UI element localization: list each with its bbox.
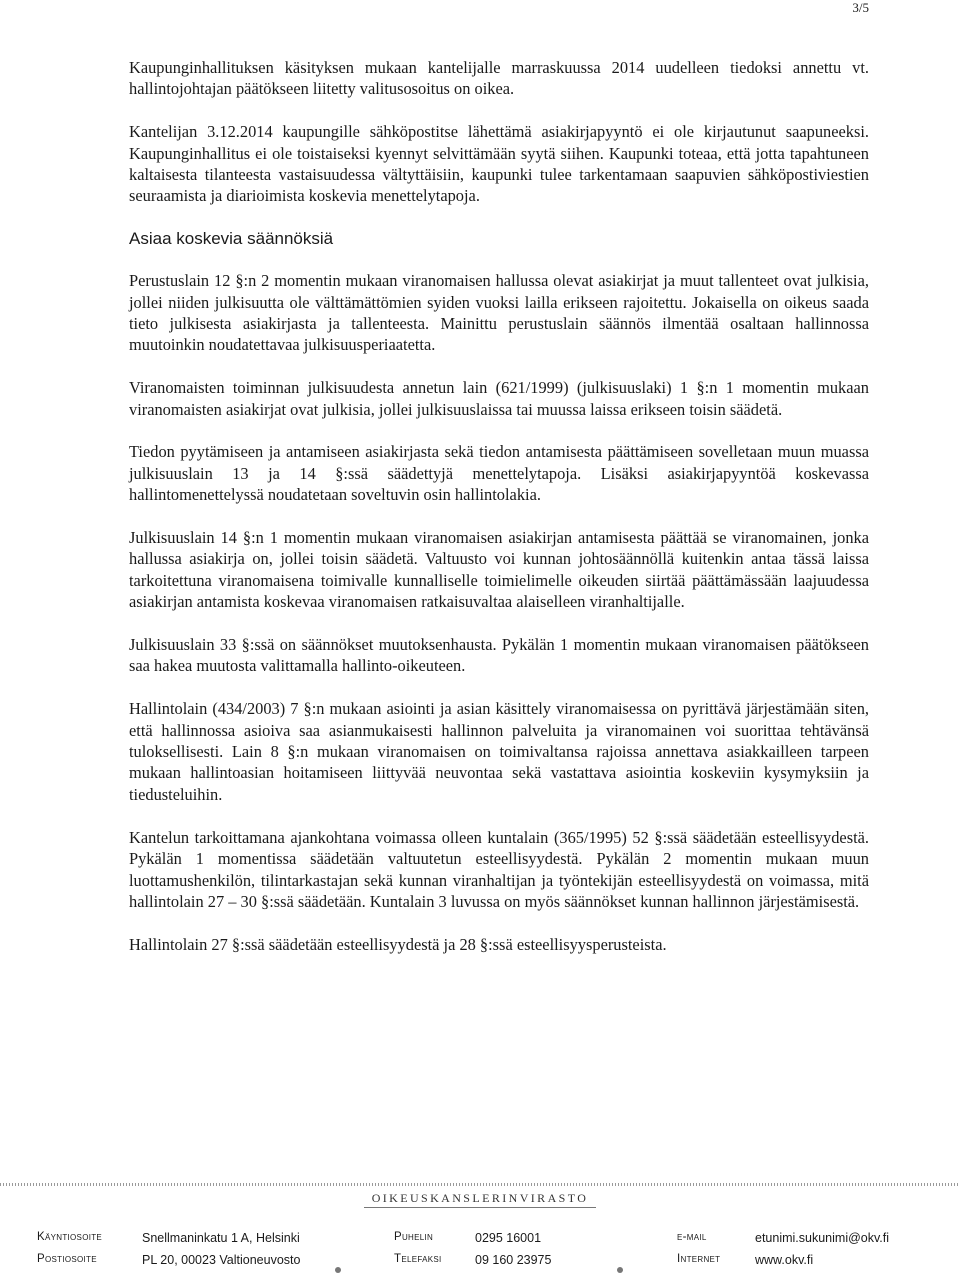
paragraph-local-government-act: Kantelun tarkoittamana ajankohtana voimassa olleen kuntalain (365/1995) 52 §:ssä säädetään esteellisyydestä. Pykälän 1 momentissa säädetään valtuutetun esteellisyydestä. Pykälän 2 momentin mukaan muun luottamushenkilön, tilintarkastajan sekä kunnan viranhaltijan ja työntekijän esteellisyydestä on voimassa, mitä hallintolain 27 – 30 §:ssä säädetään. Kuntalain 3 luvussa on myös säännökset kunnan hallinnon järjestämisestä.: [129, 827, 869, 911]
paragraph-administrative-procedure: Hallintolain (434/2003) 7 §:n mukaan asiointi ja asian käsittely viranomaisessa on pyrittävä järjestämään siten, että hallinnossa asioiva saa asianmukaisesti hallinnon palveluita ja viranomainen voi suorittaa tehtävänsä tuloksellisesti. Lain 8 §:n mukaan viranomaisen on toimivaltansa rajoissa annettava asiakkailleen tarpeen mukaan hallintoasian hoitamiseen liittyvää neuvontaa sekä vastattava asiointia koskeviin kysymyksiin ja tiedusteluihin.: [129, 699, 869, 804]
postal-address-value: PL 20, 00023 Valtioneuvosto: [142, 1253, 301, 1267]
visit-address-value: Snellmaninkatu 1 A, Helsinki: [142, 1231, 300, 1245]
email-value[interactable]: etunimi.sukunimi@okv.fi: [755, 1231, 890, 1245]
footer-brand: [0, 1191, 960, 1206]
web-label: Internet: [677, 1253, 721, 1265]
fax-label: Telefaksi: [394, 1253, 442, 1265]
footer-row-1: [37, 1231, 917, 1253]
footer-row-2: [37, 1253, 917, 1275]
paragraph-disqualification: Hallintolain 27 §:ssä säädetään esteellisyydestä ja 28 §:ssä esteellisyysperusteista.: [129, 934, 667, 954]
paragraph-constitution: Perustuslain 12 §:n 2 momentin mukaan viranomaisen hallussa olevat asiakirjat ja muut tallenteet ovat julkisia, jollei niiden julkisuutta ole välttämättömien syiden vuoksi lailla erikseen rajoitettu. Jokaisella on oikeus saada tieto julkisesta asiakirjasta ja tallenteesta. Mainittu perustuslain säännös ilmentää osaltaan hallinnossa muutoinkin noudatettavaa julkisuusperiaatetta.: [129, 271, 869, 355]
paragraph-appeal-instructions: Kaupunginhallituksen käsityksen mukaan kantelijalle marraskuussa 2014 uudelleen tiedoksi annettu vt. hallintojohtajan päätökseen liitetty valitusosoitus on oikea.: [129, 58, 869, 99]
web-value[interactable]: www.okv.fi: [755, 1253, 814, 1267]
postal-address-label: Postiosoite: [37, 1253, 97, 1265]
section-heading: Asiaa koskevia säännöksiä: [129, 229, 334, 249]
footer-contact: [37, 1231, 917, 1275]
paragraph-publicity-14: Julkisuuslain 14 §:n 1 momentin mukaan viranomaisen asiakirjan antamisesta päättää se viranomainen, jonka hallussa asiakirja on, jollei toisin säädetä. Valtuusto voi kunnan johtosäännöllä kuitenkin antaa tässä laissa tarkoitettuna viranomaisena toimivalle kunnalliselle toimielimelle oikeuden siirtää päättämässään laajuudessa asiakirjan antamista koskevaa viranomaisen ratkaisuvaltaa alaiselleen viranhaltijalle.: [129, 528, 869, 612]
paragraph-publicity-act: Viranomaisten toiminnan julkisuudesta annetun lain (621/1999) (julkisuuslaki) 1 §:n 1 momentin mukaan viranomaisten asiakirjat ovat julkisia, jollei julkisuuslaissa tai muussa laissa erikseen toisin säädetä.: [129, 378, 869, 419]
paragraph-document-request: Kantelijan 3.12.2014 kaupungille sähköpostitse lähettämä asiakirjapyyntö ei ole kirjautunut saapuneeksi. Kaupunginhallitus ei ole toistaiseksi kyennyt selvittämään syytä siihen. Kaupunki toteaa, että jotta tapahtuneen kaltaisesta tilanteesta vastaisuudessa vältyttäisiin, kaupunki tulee tarkentamaan saapuvien sähköpostiviestien seuraamista ja diarioimista koskevia menettelytapoja.: [129, 122, 869, 206]
separator-dot-icon: [617, 1267, 623, 1273]
paragraph-publicity-33: Julkisuuslain 33 §:ssä on säännökset muutoksenhausta. Pykälän 1 momentin mukaan viranomaisen päätökseen saa hakea muutosta valittamalla hallinto-oikeuteen.: [129, 635, 869, 676]
phone-label: Puhelin: [394, 1231, 434, 1243]
fax-value: 09 160 23975: [475, 1253, 552, 1267]
separator-dot-icon: [335, 1267, 341, 1273]
paragraph-request-procedure: Tiedon pyytämiseen ja antamiseen asiakirjasta sekä tiedon antamisesta päättämiseen sovelletaan muun muassa julkisuuslain 13 ja 14 §:ssä säädettyjä menettelytapoja. Lisäksi asiakirjapyyntöä koskevassa hallintomenettelyssä noudatetaan soveltuvin osin hallintolakia.: [129, 442, 869, 505]
email-label: e-mail: [677, 1231, 707, 1243]
brand-name: OIKEUSKANSLERINVIRASTO: [364, 1191, 597, 1208]
visit-address-label: Käyntiosoite: [37, 1231, 103, 1243]
phone-value: 0295 16001: [475, 1231, 542, 1245]
page-number: 3/5: [852, 0, 869, 15]
footer-divider: [0, 1183, 960, 1223]
document-body: [129, 57, 869, 977]
